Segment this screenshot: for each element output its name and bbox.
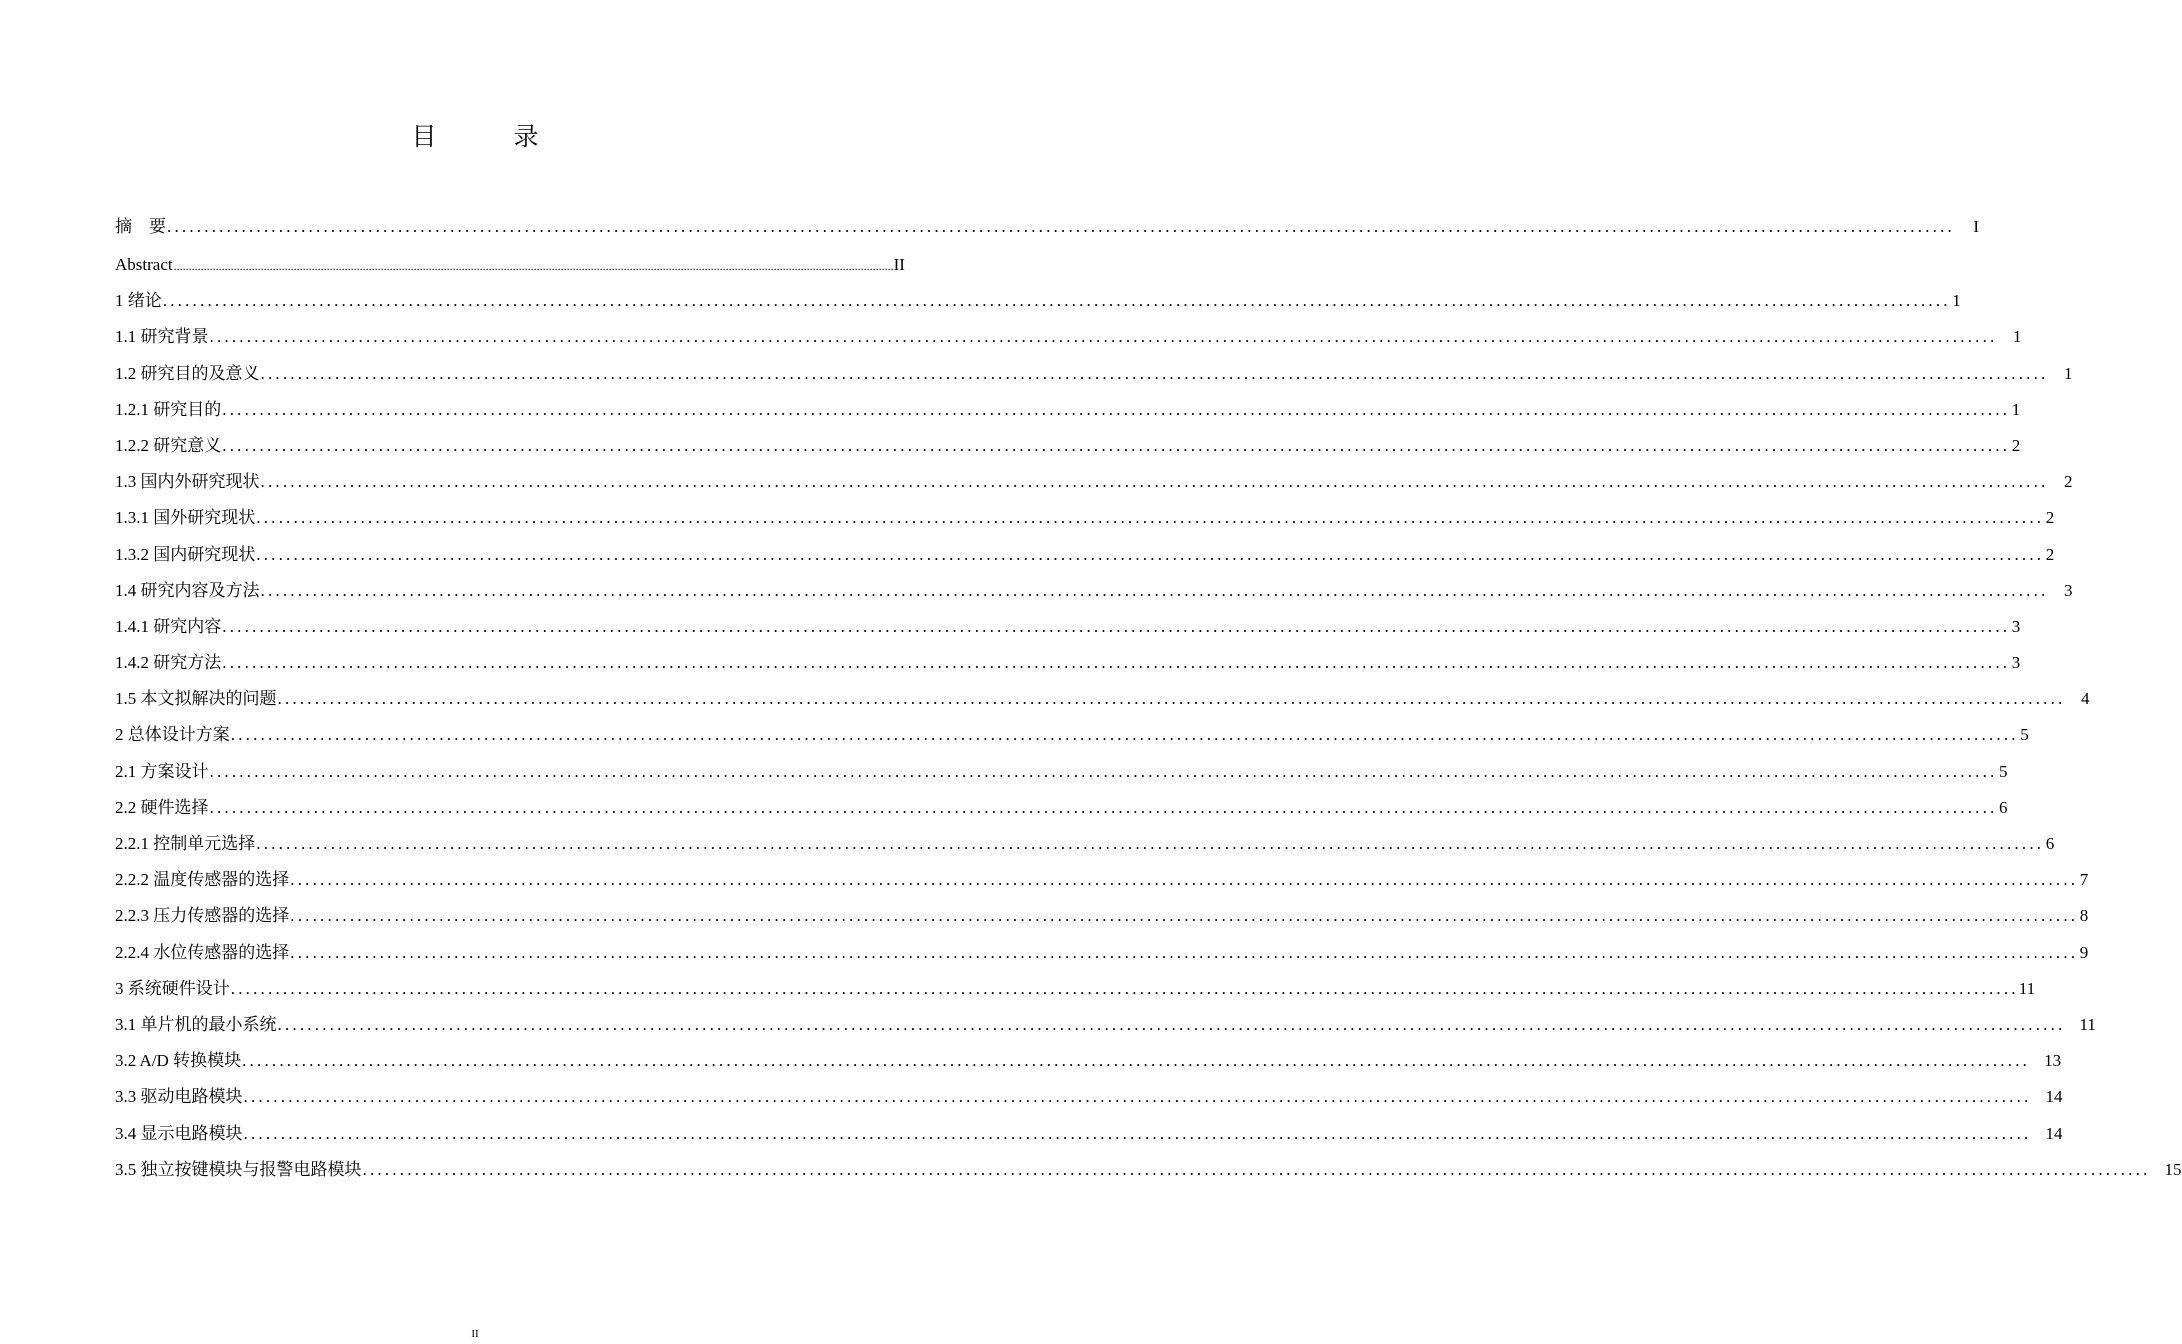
toc-entry-title: 1.4.2 研究方法	[115, 653, 222, 673]
toc-entry-page: 7	[2079, 870, 2089, 890]
toc-entry-page: 5	[2020, 725, 2029, 745]
toc-entry-page: 11	[2079, 1014, 2096, 1034]
toc-entry-title: 1.3.1 国外研究现状	[115, 508, 256, 528]
dot-leader: ................................................................................................................................................................................................................................................	[209, 761, 1998, 781]
toc-entry-page: 15	[2164, 1159, 2182, 1179]
toc-entry[interactable]	[115, 464, 2073, 500]
toc-entry-page: 6	[2045, 834, 2055, 853]
toc-entry-title: 1.1 研究背景	[115, 327, 209, 347]
toc-entry-title: 1 绪论	[115, 291, 162, 311]
dot-leader: ................................................................................................................................................................................................................................................	[242, 1051, 2031, 1071]
toc-entry[interactable]	[115, 681, 2090, 717]
toc-entry[interactable]	[115, 319, 2022, 355]
toc-entry-page: 6	[1999, 797, 2008, 817]
toc-entry-page: 3	[2011, 616, 2021, 636]
toc-entry[interactable]	[115, 356, 2073, 392]
toc-entry-page: 14	[2045, 1123, 2063, 1143]
toc-entry-title: Abstract	[115, 255, 173, 274]
toc-entry[interactable]	[115, 1116, 2063, 1152]
toc-entry-title: 2.2.3 压力传感器的选择	[115, 906, 290, 926]
dot-leader: ................................................................................................................................................................................................................................................	[260, 472, 2049, 492]
toc-entry-title: 2.2.2 温度传感器的选择	[115, 870, 290, 890]
dot-leader: ................................................................................................................................................................................................................................................	[209, 327, 1998, 347]
toc-entry[interactable]	[115, 537, 2055, 573]
toc-entry-page: 8	[2079, 906, 2089, 926]
toc-entry-title: 1.2 研究目的及意义	[115, 363, 260, 383]
dot-leader: ................................................................................................................................................................................................................................................	[290, 906, 2079, 926]
dot-leader: ................................................................................................................................................................................................................................................	[290, 942, 2079, 962]
toc-entry[interactable]	[115, 754, 2008, 790]
toc-entry-title: 3 系统硬件设计	[115, 978, 230, 998]
dot-leader: ................................................................................................................................................................................................................................................	[256, 834, 2045, 853]
dot-leader: ................................................................................................................................................................................................................................................	[222, 435, 2011, 455]
dot-leader: ................................................................................................................................................................................................................................................	[167, 217, 1955, 236]
toc-entry-title: 3.4 显示电路模块	[115, 1123, 243, 1143]
toc-entry-title: 2 总体设计方案	[115, 725, 230, 745]
toc-entry[interactable]	[115, 428, 2021, 464]
toc-entry[interactable]	[115, 935, 2089, 971]
page-number: II	[471, 1328, 479, 1340]
toc-entry-title: 1.2.1 研究目的	[115, 399, 222, 419]
toc-entry[interactable]	[115, 283, 1961, 319]
dot-leader: ................................................................................................................................................................................................................................................	[256, 508, 2045, 528]
table-of-contents	[115, 207, 2182, 1188]
toc-entry-title: 1.5 本文拟解决的问题	[115, 689, 277, 709]
toc-entry-page: 9	[2079, 942, 2089, 962]
toc-entry-page: 5	[1999, 761, 2008, 781]
toc-entry[interactable]	[115, 392, 2021, 428]
dot-leader: ................................................................................................................................................................................................................................................	[222, 616, 2011, 636]
toc-entry-title: 2.2.1 控制单元选择	[115, 834, 256, 853]
toc-entry-page: 1	[2064, 363, 2073, 383]
toc-entry[interactable]	[115, 862, 2089, 898]
toc-entry-page: 2	[2045, 544, 2055, 564]
toc-entry-title: 摘 要	[115, 217, 166, 236]
toc-entry[interactable]	[115, 1152, 2182, 1188]
toc-entry-title: 2.2.4 水位传感器的选择	[115, 942, 290, 962]
toc-entry[interactable]	[115, 500, 2055, 536]
toc-entry[interactable]	[115, 1079, 2063, 1115]
toc-entry-title: 2.2 硬件选择	[115, 797, 209, 817]
dot-leader: ................................................................................................................................................................................................................................................	[362, 1159, 2151, 1179]
toc-entry-page: 13	[2044, 1051, 2062, 1071]
dot-leader: ................................................................................................................................................................................................................................................	[222, 399, 2011, 419]
dot-leader: ................................................................................................................................................................................................................................................	[209, 797, 1998, 817]
toc-entry-title: 1.3.2 国内研究现状	[115, 544, 256, 564]
toc-entry-page: 3	[2011, 653, 2021, 673]
toc-entry[interactable]	[115, 826, 2055, 862]
toc-entry-page: 4	[2081, 689, 2090, 709]
dot-leader: ................................................................................................................................................................................................................................................	[277, 689, 2066, 709]
toc-entry[interactable]	[115, 717, 2029, 753]
dot-leader: ................................................................................................................................................................................................................................................	[277, 1014, 2066, 1034]
toc-entry-page: 11	[2018, 978, 2036, 998]
dot-leader: ................................................................................................................................................................................................................................................	[290, 870, 2079, 890]
toc-entry[interactable]	[115, 573, 2073, 609]
dot-leader: ................................................................................................................................................................................................................................................	[256, 544, 2045, 564]
dot-leader: ................................................................................................................................................................................................................................................	[260, 363, 2049, 383]
dot-leader: ................................................................................................................................................................................................................................................	[243, 1123, 2032, 1143]
toc-entry-page: 2	[2064, 472, 2073, 492]
toc-entry-page: 14	[2045, 1087, 2063, 1107]
toc-entry-title: 3.3 驱动电路模块	[115, 1087, 243, 1107]
toc-entry-page: 3	[2064, 580, 2073, 600]
toc-entry-title: 3.2 A/D 转换模块	[115, 1051, 242, 1071]
toc-entry[interactable]	[115, 645, 2021, 681]
toc-entry-page: 2	[2011, 435, 2021, 455]
toc-entry-page: 1	[2013, 327, 2022, 347]
dot-leader: ................................................................................................................................................................................................................................................	[162, 291, 1951, 311]
toc-entry-page: I	[1973, 217, 1979, 236]
toc-entry[interactable]	[115, 790, 2008, 826]
dot-leader: ................................................................................................................................................................................................................................................	[243, 1087, 2032, 1107]
toc-entry-page: 2	[2045, 508, 2055, 528]
toc-entry-title: 1.3 国内外研究现状	[115, 472, 260, 492]
toc-entry-title: 3.5 独立按键模块与报警电路模块	[115, 1159, 362, 1179]
dot-leader: ................................................................................................................................................................................................................................................	[230, 978, 2019, 998]
toc-entry-title: 2.1 方案设计	[115, 761, 209, 781]
toc-entry[interactable]	[115, 1007, 2096, 1043]
dot-leader: ................................................................................................................................................................................................................................................	[260, 580, 2049, 600]
dot-leader: ................................................................................................................................................................................................................................................	[222, 653, 2011, 673]
page-title: 目 录	[411, 124, 565, 151]
dot-leader: ................................................................................................................................................................................................................................................	[173, 259, 894, 273]
toc-entry-title: 3.1 单片机的最小系统	[115, 1014, 277, 1034]
dot-leader: ................................................................................................................................................................................................................................................	[230, 725, 2019, 745]
toc-entry-page: II	[893, 255, 905, 274]
toc-entry[interactable]	[115, 247, 905, 283]
toc-entry-page: 1	[1952, 291, 1961, 311]
toc-entry[interactable]	[115, 609, 2021, 645]
toc-entry[interactable]	[115, 207, 1979, 247]
toc-entry[interactable]	[115, 1043, 2062, 1079]
toc-entry-title: 1.4.1 研究内容	[115, 616, 222, 636]
toc-entry-page: 1	[2011, 399, 2021, 419]
toc-entry[interactable]	[115, 898, 2089, 934]
toc-entry-title: 1.4 研究内容及方法	[115, 580, 260, 600]
toc-entry-title: 1.2.2 研究意义	[115, 435, 222, 455]
toc-entry[interactable]	[115, 971, 2036, 1007]
